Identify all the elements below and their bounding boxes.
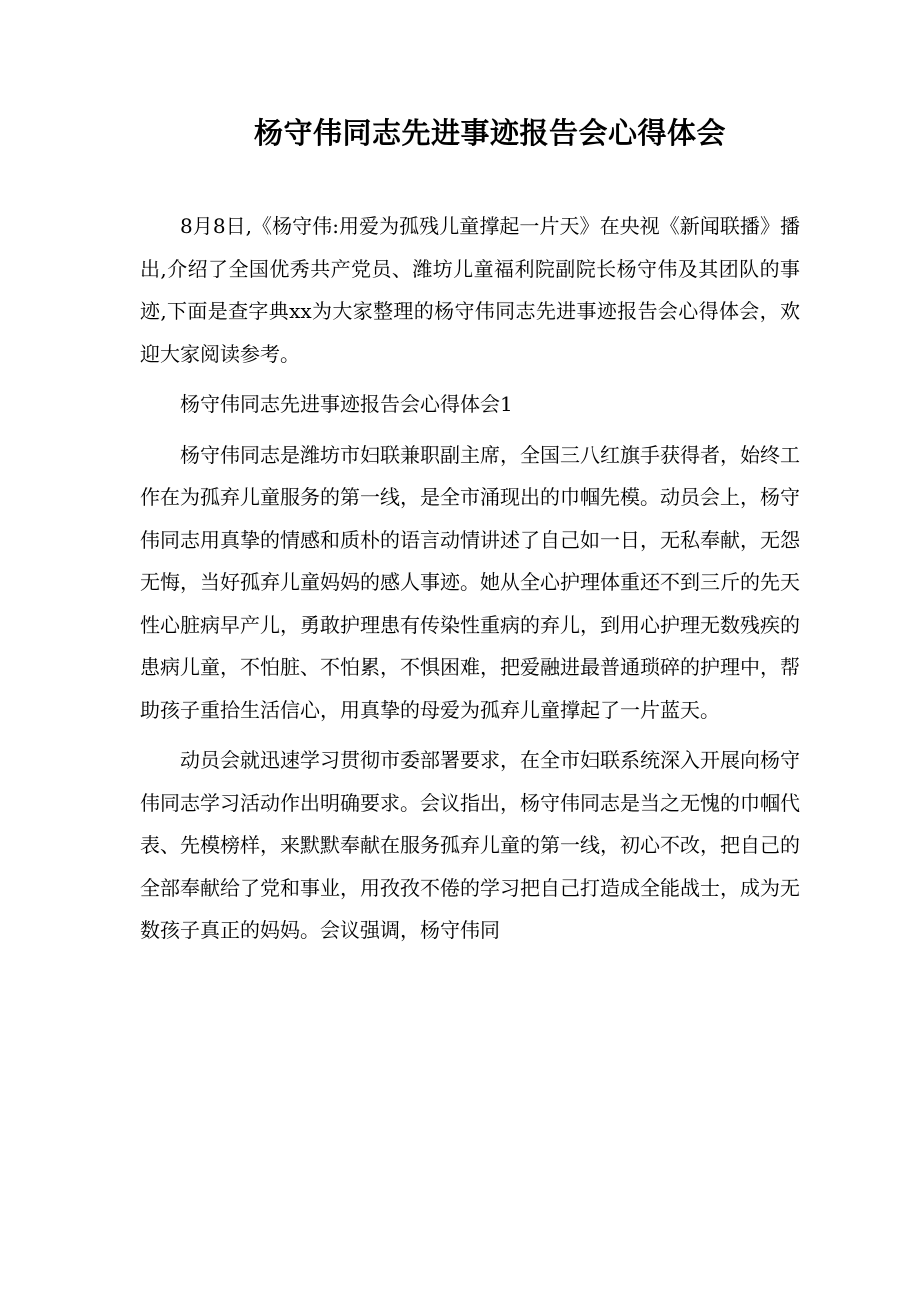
body-paragraph: 动员会就迅速学习贯彻市委部署要求，在全市妇联系统深入开展向杨守伟同志学习活动作出明确要求。会议指出，杨守伟同志是当之无愧的巾帼代表、先模榜样，来默默奉献在服务孤弃儿童的第一线，初心不改，把自己的全部奉献给了党和事业，用孜孜不倦的学习把自己打造成全能战士，成为无数孩子真正的妈妈。会议强调，杨守伟同 [140, 748, 800, 942]
document-body [140, 205, 800, 952]
section-heading: 杨守伟同志先进事迹报告会心得体会1 [180, 392, 513, 416]
document-title: 杨守伟同志先进事迹报告会心得体会 [253, 116, 726, 150]
body-paragraph: 杨守伟同志是潍坊市妇联兼职副主席，全国三八红旗手获得者，始终工作在为孤弃儿童服务的第一线，是全市涌现出的巾帼先模。动员会上，杨守伟同志用真挚的情感和质朴的语言动情讲述了自己如一日，无私奉献，无怨无悔，当好孤弃儿童妈妈的感人事迹。她从全心护理体重还不到三斤的先天性心脏病早产儿，勇敢护理患有传染性重病的弃儿，到用心护理无数残疾的患病儿童，不怕脏、不怕累，不惧困难，把爱融进最普通琐碎的护理中，帮助孩子重拾生活信心，用真挚的母爱为孤弃儿童撑起了一片蓝天。 [140, 442, 800, 722]
intro-paragraph: 8月8日,《杨守伟:用爱为孤残儿童撑起一片天》在央视《新闻联播》播出,介绍了全国优秀共产党员、潍坊儿童福利院副院长杨守伟及其团队的事迹,下面是查字典xx为大家整理的杨守伟同志先进事迹报告会心得体会，欢迎大家阅读参考。 [140, 214, 800, 366]
